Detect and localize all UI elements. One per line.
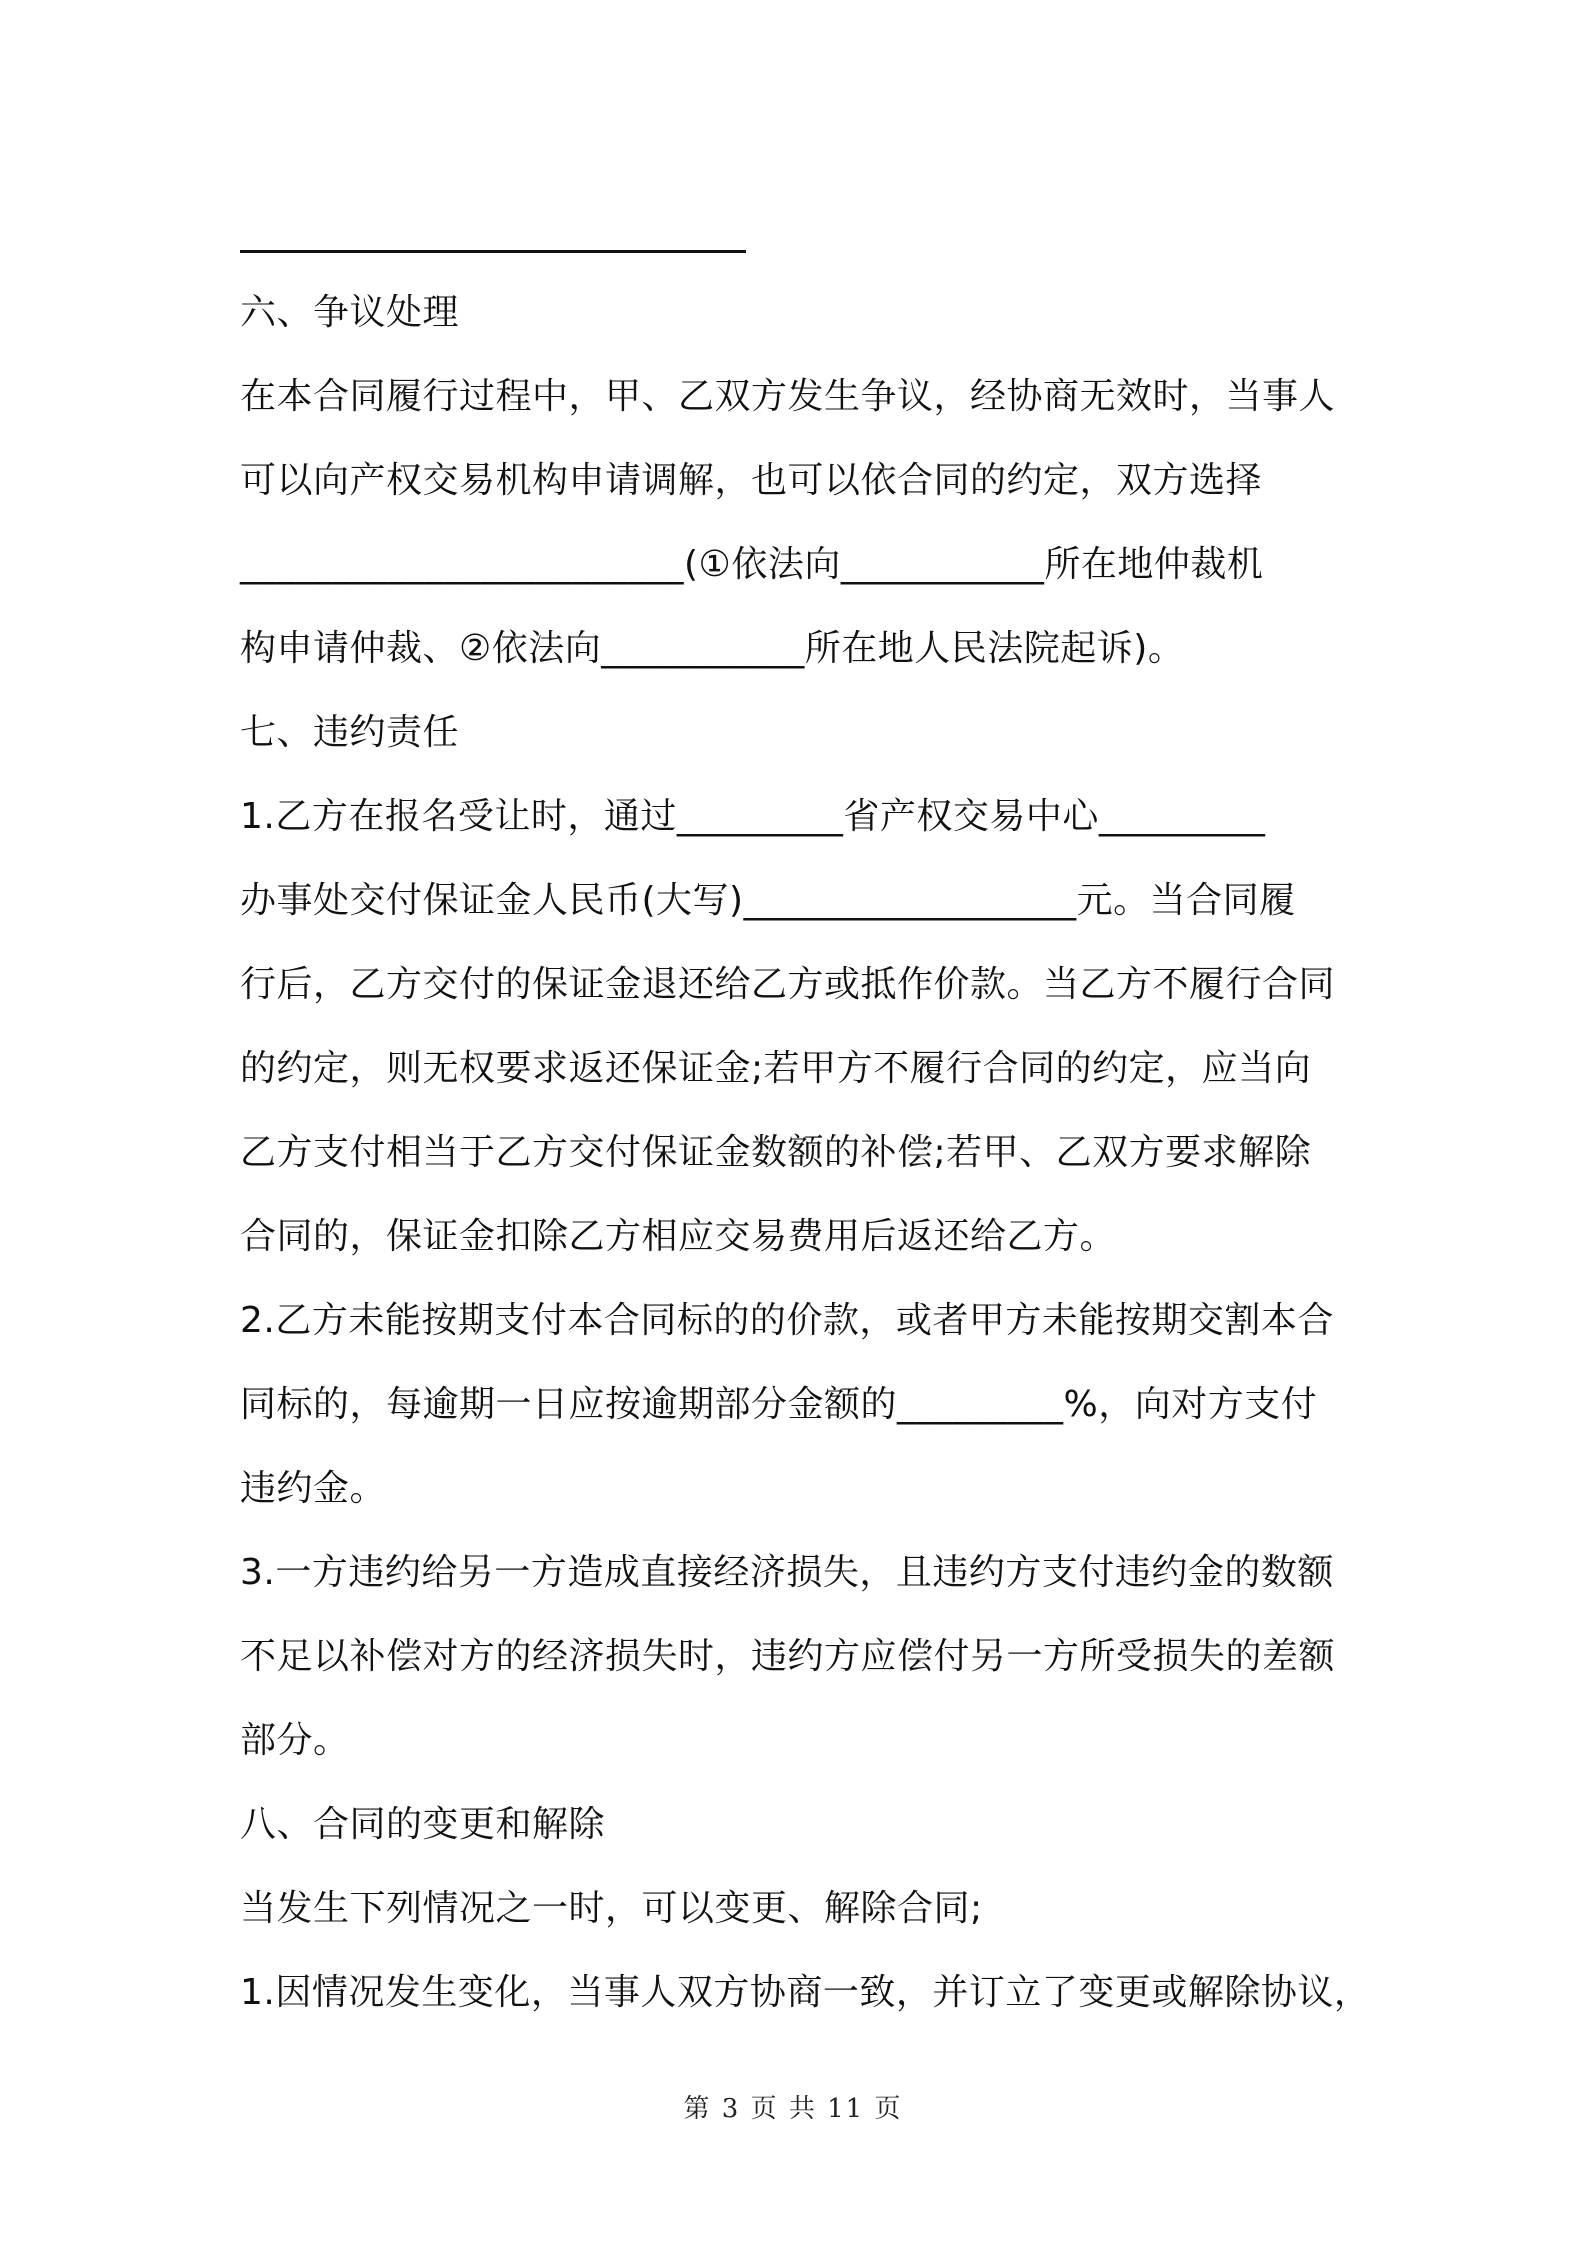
text-line: 行后，乙方交付的保证金退还给乙方或抵作价款。当乙方不履行合同 bbox=[240, 964, 1336, 1005]
section-heading-dispute: 六、争议处理 bbox=[240, 292, 460, 333]
section-heading-change: 八、合同的变更和解除 bbox=[240, 1804, 606, 1845]
text-line: 可以向产权交易机构申请调解，也可以依合同的约定，双方选择 bbox=[240, 460, 1263, 501]
text-line: 办事处交付保证金人民币(大写)__________________元。当合同履 bbox=[240, 880, 1296, 921]
text-line: ________________________(①依法向___________所在地仲裁机 bbox=[240, 544, 1264, 585]
text-line: 构申请仲裁、②依法向___________所在地人民法院起诉)。 bbox=[240, 628, 1185, 669]
text-line: 2.乙方未能按期支付本合同标的的价款，或者甲方未能按期交割本合 bbox=[240, 1300, 1334, 1341]
text-line: 同标的，每逾期一日应按逾期部分金额的_________%，向对方支付 bbox=[240, 1384, 1318, 1425]
text-line: 合同的，保证金扣除乙方相应交易费用后返还给乙方。 bbox=[240, 1216, 1117, 1257]
text-line: 的约定，则无权要求返还保证金;若甲方不履行合同的约定，应当向 bbox=[240, 1048, 1312, 1089]
blank-underline bbox=[240, 250, 746, 253]
text-line: 在本合同履行过程中，甲、乙双方发生争议，经协商无效时，当事人 bbox=[240, 376, 1336, 417]
text-line: 不足以补偿对方的经济损失时，违约方应偿付另一方所受损失的差额 bbox=[240, 1636, 1336, 1677]
text-line: 违约金。 bbox=[240, 1468, 387, 1509]
text-line: 部分。 bbox=[240, 1720, 350, 1761]
text-line: 乙方支付相当于乙方交付保证金数额的补偿;若甲、乙双方要求解除 bbox=[240, 1132, 1312, 1173]
text-line: 当发生下列情况之一时，可以变更、解除合同; bbox=[240, 1888, 983, 1929]
text-line: 1.因情况发生变化，当事人双方协商一致，并订立了变更或解除协议， bbox=[240, 1972, 1371, 2013]
text-line: 1.乙方在报名受让时，通过_________省产权交易中心_________ bbox=[240, 796, 1266, 837]
text-line: 3.一方违约给另一方造成直接经济损失，且违约方支付违约金的数额 bbox=[240, 1552, 1334, 1593]
section-heading-breach: 七、违约责任 bbox=[240, 712, 460, 753]
page-number-footer: 第 3 页 共 11 页 bbox=[683, 2094, 903, 2124]
